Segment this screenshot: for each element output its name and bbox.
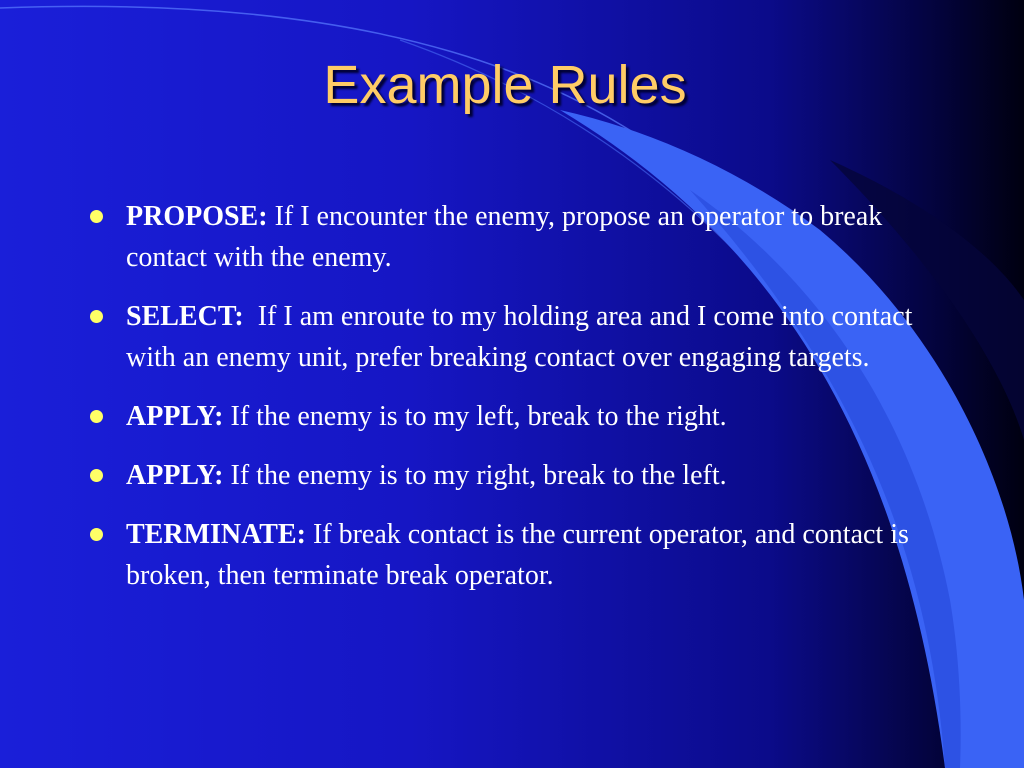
- bullet-dot-icon: [90, 528, 103, 541]
- rule-list: [90, 196, 940, 614]
- rule-text: If the enemy is to my left, break to the right.: [223, 401, 727, 432]
- rule-item-terminate: [90, 514, 940, 596]
- rule-item-apply-left: [90, 396, 940, 437]
- bullet-dot-icon: [90, 469, 103, 482]
- rule-keyword: PROPOSE:: [126, 201, 268, 232]
- rule-keyword: APPLY:: [126, 460, 224, 491]
- rule-text: If I encounter the enemy, propose an operator to break contact with the enemy.: [126, 201, 890, 273]
- rule-keyword: APPLY:: [126, 401, 224, 432]
- bullet-dot-icon: [90, 210, 103, 223]
- rule-item-propose: [90, 196, 940, 278]
- rule-text: If I am enroute to my holding area and I come into contact with an enemy unit, prefer breaking contact over engaging targets.: [126, 301, 920, 373]
- rule-item-select: [90, 296, 940, 378]
- rule-keyword: TERMINATE:: [126, 519, 306, 550]
- rule-text: If the enemy is to my right, break to the left.: [223, 460, 727, 491]
- rule-text: If break contact is the current operator, and contact is broken, then terminate break operator.: [126, 519, 916, 591]
- rule-keyword: SELECT:: [126, 301, 244, 332]
- rule-item-apply-right: [90, 455, 940, 496]
- slide-title: Example Rules: [323, 55, 687, 115]
- bullet-dot-icon: [90, 310, 103, 323]
- bullet-dot-icon: [90, 410, 103, 423]
